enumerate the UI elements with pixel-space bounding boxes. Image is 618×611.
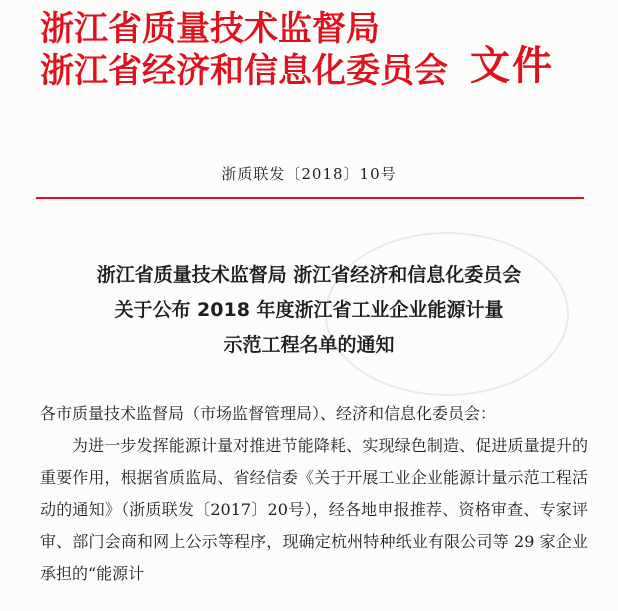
issuer-line-2: 浙江省经济和信息化委员会 [40,51,448,91]
title-line-2: 关于公布 2018 年度浙江省工业企业能源计量 [114,299,504,321]
red-divider [36,197,584,199]
salutation: 各市质量技术监督局（市场监督管理局）、经济和信息化委员会： [40,404,497,423]
issuer-header [40,8,448,92]
title-line-1: 浙江省质量技术监督局 浙江省经济和信息化委员会 [96,264,522,286]
notice-body [40,398,588,590]
notice-title [0,258,618,363]
title-line-3: 示范工程名单的通知 [223,334,395,356]
issuer-line-1: 浙江省质量技术监督局 [40,9,380,49]
body-paragraph: 为进一步发挥能源计量对推进节能降耗、实现绿色制造、促进质量提升的重要作用，根据省质监局、省经信委《关于开展工业企业能源计量示范工程活动的通知》（浙质联发〔2017〕20号），经各地申报推荐、资格审查、专家评审、部门会商和网上公示等程序，现确定杭州特种纸业有限公司等 29 家企业承担的“能源计 [40,436,588,583]
doc-type-label: 文件 [470,43,554,89]
document-number: 浙质联发〔2018〕10号 [221,165,397,183]
